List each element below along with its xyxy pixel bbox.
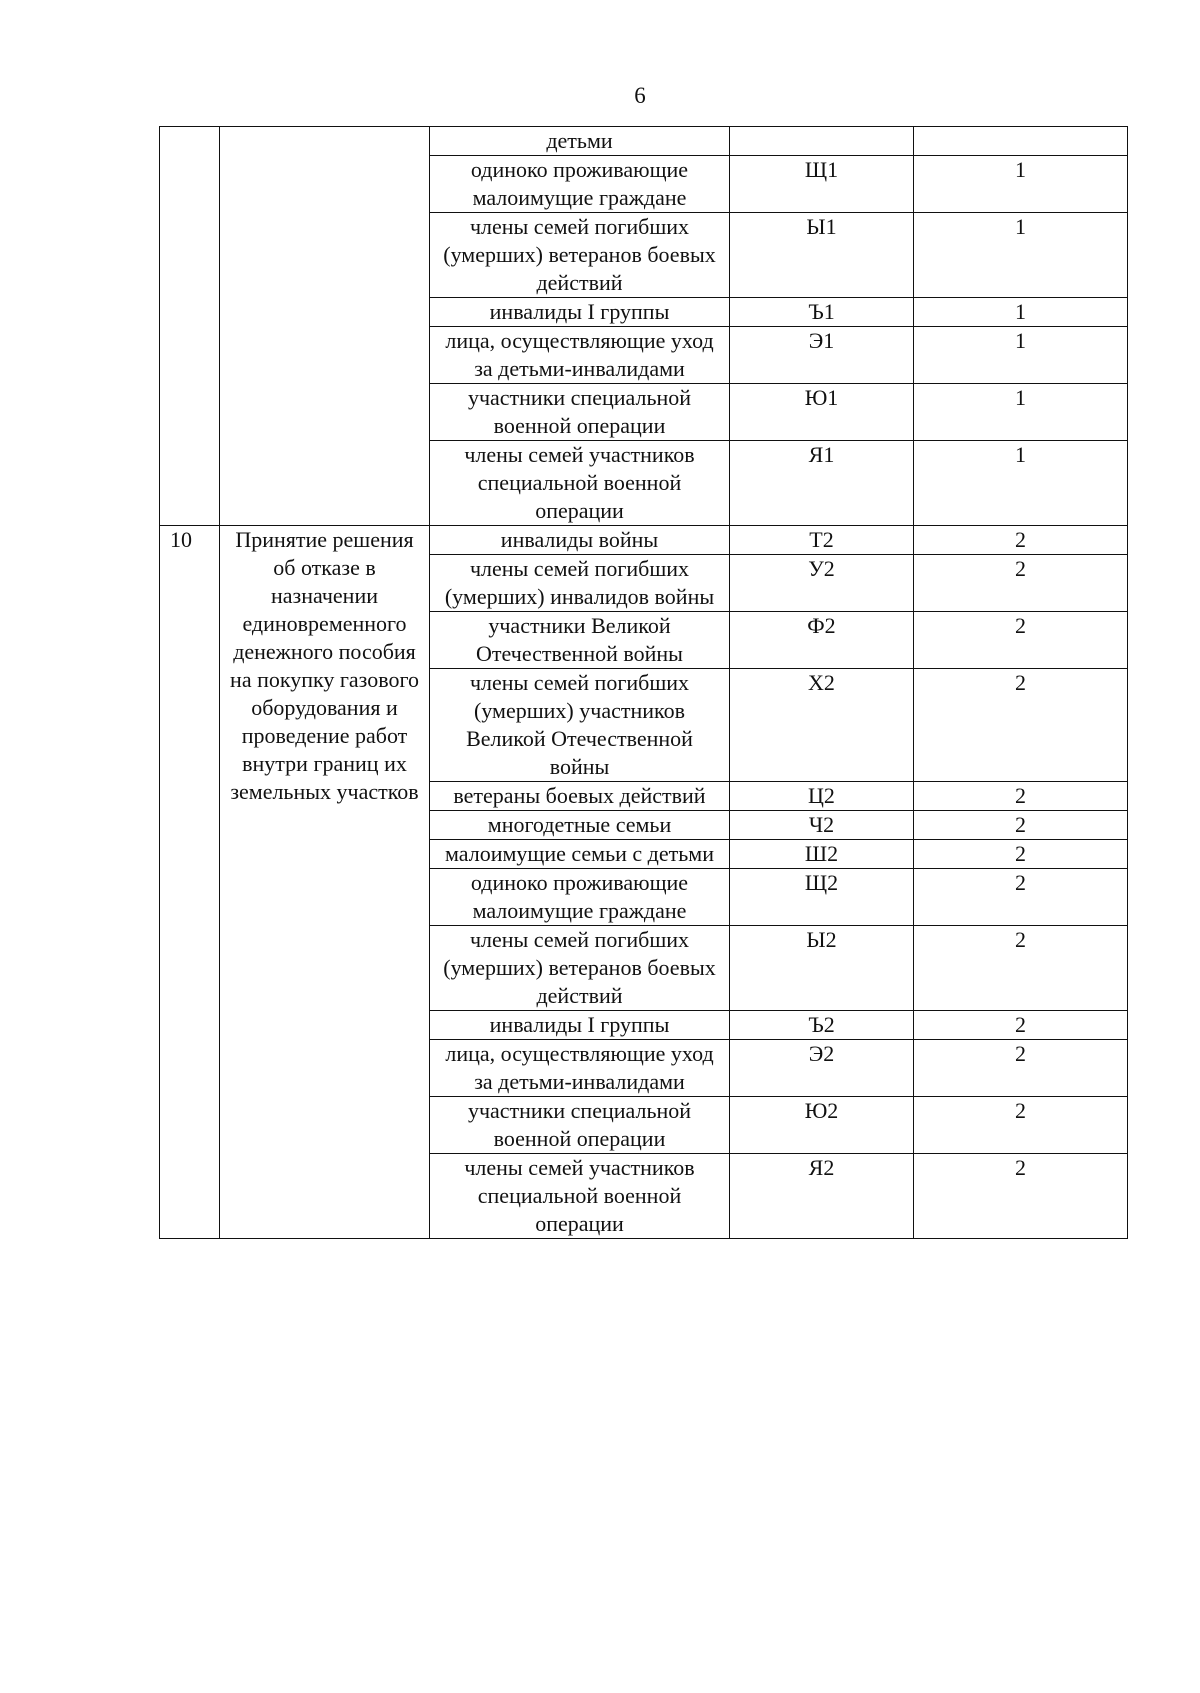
category-cell: участники специальной военной операции: [430, 1097, 730, 1154]
value-cell: 2: [914, 555, 1128, 612]
category-cell: члены семей погибших (умерших) ветеранов боевых действий: [430, 926, 730, 1011]
code-cell: Э2: [730, 1040, 914, 1097]
code-cell: Ы2: [730, 926, 914, 1011]
value-cell: 1: [914, 441, 1128, 526]
category-cell: малоимущие семьи с детьми: [430, 840, 730, 869]
category-cell: одиноко проживающие малоимущие граждане: [430, 869, 730, 926]
value-cell: 1: [914, 156, 1128, 213]
value-cell: 2: [914, 869, 1128, 926]
table-row: [160, 127, 1128, 156]
value-cell: 2: [914, 926, 1128, 1011]
category-cell: члены семей погибших (умерших) участников Великой Отечественной войны: [430, 669, 730, 782]
code-cell: У2: [730, 555, 914, 612]
code-cell: [730, 127, 914, 156]
table-row: [160, 526, 1128, 555]
code-cell: Ю1: [730, 384, 914, 441]
service-name-cell: [220, 127, 430, 526]
value-cell: 2: [914, 669, 1128, 782]
value-cell: 2: [914, 612, 1128, 669]
code-cell: Щ2: [730, 869, 914, 926]
value-cell: 2: [914, 811, 1128, 840]
value-cell: 1: [914, 213, 1128, 298]
category-cell: одиноко проживающие малоимущие граждане: [430, 156, 730, 213]
category-cell: члены семей погибших (умерших) ветеранов боевых действий: [430, 213, 730, 298]
category-cell: инвалиды I группы: [430, 298, 730, 327]
code-cell: Э1: [730, 327, 914, 384]
code-cell: Ш2: [730, 840, 914, 869]
value-cell: [914, 127, 1128, 156]
category-cell: участники специальной военной операции: [430, 384, 730, 441]
code-cell: Ъ1: [730, 298, 914, 327]
value-cell: 1: [914, 384, 1128, 441]
value-cell: 2: [914, 840, 1128, 869]
category-cell: инвалиды I группы: [430, 1011, 730, 1040]
category-cell: ветераны боевых действий: [430, 782, 730, 811]
code-cell: Х2: [730, 669, 914, 782]
code-cell: Щ1: [730, 156, 914, 213]
code-cell: Ц2: [730, 782, 914, 811]
category-cell: члены семей погибших (умерших) инвалидов войны: [430, 555, 730, 612]
value-cell: 2: [914, 782, 1128, 811]
code-cell: Я2: [730, 1154, 914, 1239]
value-cell: 2: [914, 1040, 1128, 1097]
code-cell: Ч2: [730, 811, 914, 840]
services-table: [159, 126, 1128, 1239]
category-cell: члены семей участников специальной военной операции: [430, 1154, 730, 1239]
row-number-cell: 10: [160, 526, 220, 1239]
service-name-cell: Принятие решения об отказе в назначении единовременного денежного пособия на покупку газового оборудования и проведение работ внутри границ их земельных участков: [220, 526, 430, 1239]
code-cell: Я1: [730, 441, 914, 526]
table-body: [160, 127, 1128, 1239]
category-cell: лица, осуществляющие уход за детьми-инвалидами: [430, 327, 730, 384]
row-number-cell: [160, 127, 220, 526]
value-cell: 1: [914, 327, 1128, 384]
value-cell: 2: [914, 1154, 1128, 1239]
category-cell: детьми: [430, 127, 730, 156]
value-cell: 2: [914, 1011, 1128, 1040]
page-number: 6: [634, 83, 646, 108]
category-cell: члены семей участников специальной военной операции: [430, 441, 730, 526]
category-cell: лица, осуществляющие уход за детьми-инвалидами: [430, 1040, 730, 1097]
code-cell: Ы1: [730, 213, 914, 298]
value-cell: 2: [914, 526, 1128, 555]
code-cell: Ю2: [730, 1097, 914, 1154]
category-cell: многодетные семьи: [430, 811, 730, 840]
code-cell: Ъ2: [730, 1011, 914, 1040]
code-cell: Ф2: [730, 612, 914, 669]
value-cell: 1: [914, 298, 1128, 327]
code-cell: Т2: [730, 526, 914, 555]
value-cell: 2: [914, 1097, 1128, 1154]
category-cell: инвалиды войны: [430, 526, 730, 555]
category-cell: участники Великой Отечественной войны: [430, 612, 730, 669]
